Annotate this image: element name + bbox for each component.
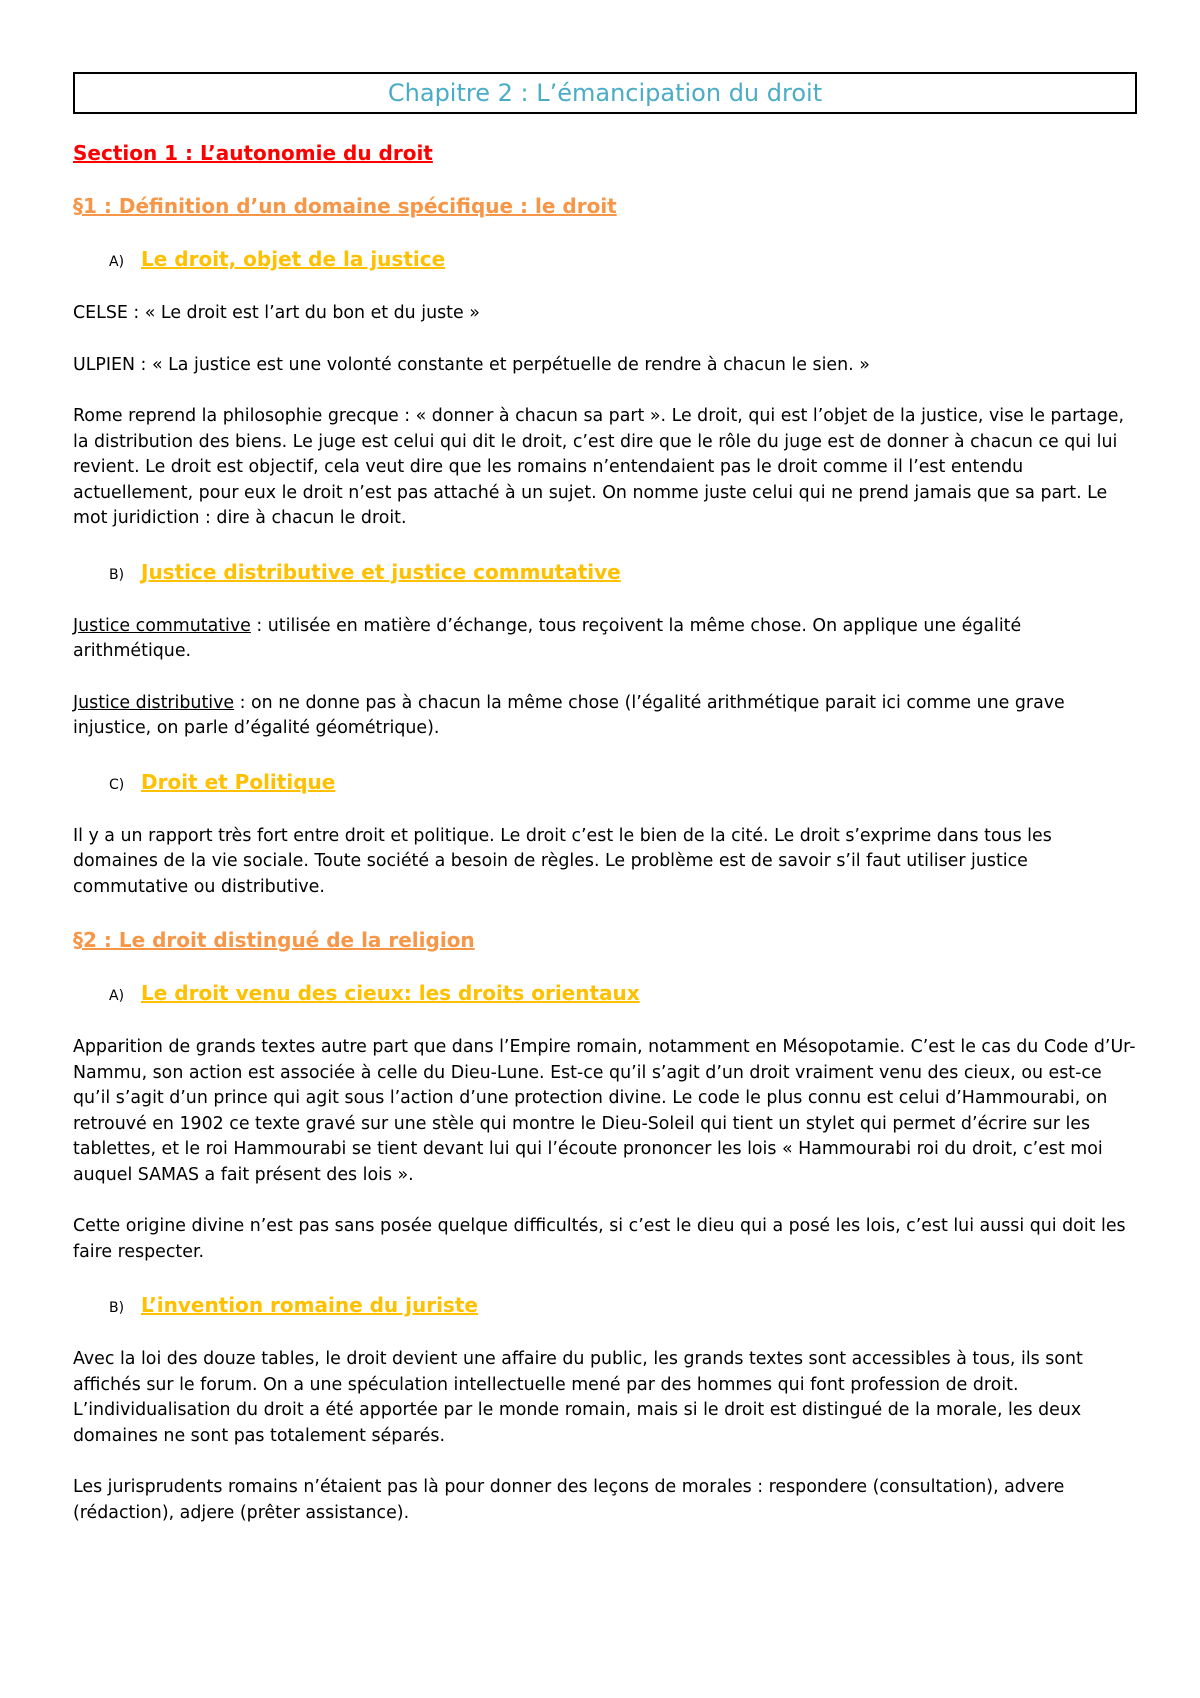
body-paragraph: Apparition de grands textes autre part que dans l’Empire romain, notamment en Mésopotamie. C’est le cas du Code d’Ur-Nammu, son action est associée à celle du Dieu-Lune. Est-ce qu’il s’agit d’un droit vraiment venu des cieux, ou est-ce qu’il s’agit d’un prince qui agit sous l’action d’une protection divine. Le code le plus connu est celui d’Hammourabi, on retrouvé en 1902 ce texte gravé sur une stèle qui montre le Dieu-Soleil qui tient un stylet qui permet d’écrire sur les tablettes, et le roi Hammourabi se tient devant lui qui l’écoute prononcer les lois « Hammourabi roi du droit, c’est moi auquel SAMAS a fait présent des lois ». bbox=[73, 1037, 1136, 1185]
paragraph-title-2: §2 : Le droit distingué de la religion bbox=[73, 928, 475, 952]
distributive-paragraph bbox=[73, 691, 1137, 742]
subsection-b-heading bbox=[73, 1292, 1137, 1321]
subsection-a-heading bbox=[73, 246, 1137, 275]
subsection-title: Le droit venu des cieux: les droits orientaux bbox=[141, 981, 640, 1005]
body-paragraph: Les jurisprudents romains n’étaient pas là pour donner des leçons de morales : respondere (consultation), advere (rédaction), adjere (prêter assistance). bbox=[73, 1477, 1065, 1523]
subsection-a-heading bbox=[73, 980, 1137, 1009]
term-label: Justice commutative bbox=[73, 615, 251, 636]
body-paragraph: Avec la loi des douze tables, le droit devient une affaire du public, les grands textes sont accessibles à tous, ils sont affichés sur le forum. On a une spéculation intellectuelle mené par des hommes qui font profession de droit. L’individualisation du droit a été apportée par le monde romain, mais si le droit est distingué de la morale, les deux domaines ne sont pas totalement séparés. bbox=[73, 1349, 1083, 1446]
subsection-title: Justice distributive et justice commutative bbox=[141, 559, 621, 584]
subsection-letter: A) bbox=[109, 988, 125, 1004]
chapter-title: Chapitre 2 : L’émancipation du droit bbox=[73, 72, 1137, 114]
subsection-c-heading bbox=[73, 769, 1137, 798]
commutative-paragraph bbox=[73, 614, 1137, 665]
body-paragraph: Cette origine divine n’est pas sans posée quelque difficultés, si c’est le dieu qui a posé les lois, c’est lui aussi qui doit les faire respecter. bbox=[73, 1216, 1126, 1262]
subsection-title: Droit et Politique bbox=[141, 769, 336, 794]
subsection-letter: A) bbox=[109, 254, 125, 270]
subsection-letter: B) bbox=[109, 1300, 125, 1316]
term-label: Justice distributive bbox=[73, 692, 235, 713]
subsection-letter: C) bbox=[109, 776, 125, 793]
quote-celse: CELSE : « Le droit est l’art du bon et du juste » bbox=[73, 303, 480, 323]
body-paragraph: Rome reprend la philosophie grecque : « donner à chacun sa part ». Le droit, qui est l’objet de la justice, vise le partage, la distribution des biens. Le juge est celui qui dit le droit, c’est dire que le rôle du juge est de donner à chacun ce qui lui revient. Le droit est objectif, cela veut dire que les romains n’entendaient pas le droit comme il l’est entendu actuellement, pour eux le droit n’est pas attaché à un sujet. On nomme juste celui qui ne prend jamais que sa part. Le mot juridiction : dire à chacun le droit. bbox=[73, 406, 1125, 528]
subsection-letter: B) bbox=[109, 566, 125, 583]
subsection-b-heading bbox=[73, 559, 1137, 588]
document-page bbox=[73, 72, 1137, 1526]
subsection-title: Le droit, objet de la justice bbox=[141, 247, 446, 271]
term-definition: : utilisée en matière d’échange, tous reçoivent la même chose. On applique une égalité arithmétique. bbox=[73, 615, 1022, 661]
subsection-title: L’invention romaine du juriste bbox=[141, 1293, 478, 1317]
body-paragraph: Il y a un rapport très fort entre droit et politique. Le droit c’est le bien de la cité. Le droit s’exprime dans tous les domaines de la vie sociale. Toute société a besoin de règles. Le problème est de savoir s’il faut utiliser justice commutative ou distributive. bbox=[73, 825, 1052, 897]
paragraph-title-1: §1 : Définition d’un domaine spécifique : le droit bbox=[73, 194, 617, 218]
term-definition: : on ne donne pas à chacun la même chose (l’égalité arithmétique parait ici comme une grave injustice, on parle d’égalité géométrique). bbox=[73, 692, 1065, 738]
section-title: Section 1 : L’autonomie du droit bbox=[73, 141, 433, 165]
quote-ulpien: ULPIEN : « La justice est une volonté constante et perpétuelle de rendre à chacun le sien. » bbox=[73, 354, 870, 375]
